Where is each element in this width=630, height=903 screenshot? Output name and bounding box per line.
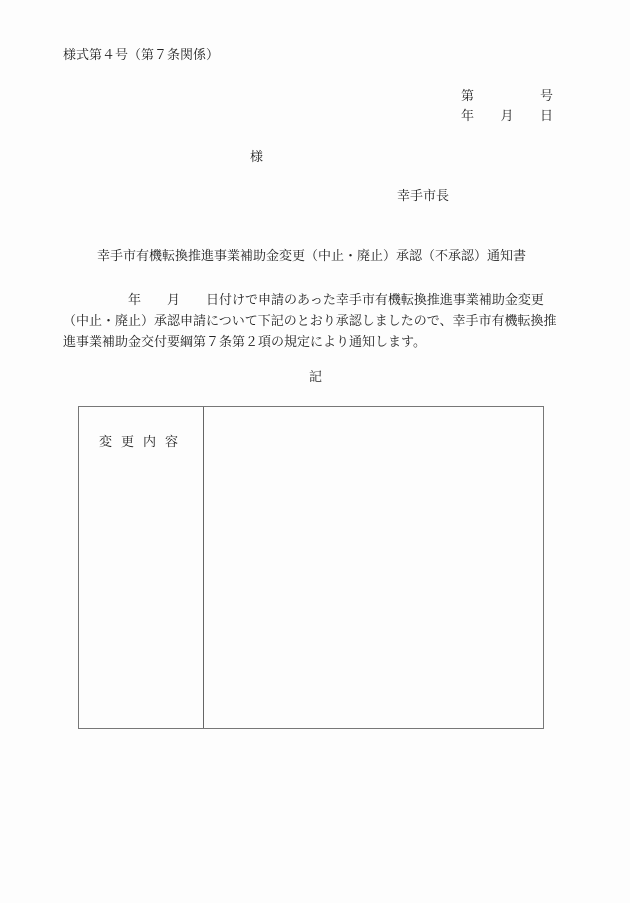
body-line-1: 年 月 日付けで申請のあった幸手市有機転換推進事業補助金変更 xyxy=(63,293,544,308)
body-line-2: （中止・廃止）承認申請について下記のとおり承認しましたので、幸手市有機転換推 xyxy=(63,314,557,329)
change-content-label: 変更内容 xyxy=(79,407,204,728)
body-line-3: 進事業補助金交付要綱第７条第２項の規定により通知します。 xyxy=(63,335,426,350)
ki-heading: 記 xyxy=(309,370,323,385)
body-text xyxy=(63,290,573,353)
date-year: 年 xyxy=(461,109,475,124)
addressee xyxy=(250,150,263,166)
change-details-table xyxy=(78,406,544,729)
date-month: 月 xyxy=(500,109,514,124)
document-title: 幸手市有機転換推進事業補助金変更（中止・廃止）承認（不承認）通知書 xyxy=(97,249,527,264)
document-number-prefix: 第 xyxy=(461,89,475,104)
change-content-value xyxy=(204,407,543,728)
document-number-suffix: 号 xyxy=(539,89,553,104)
issuer-name: 幸手市長 xyxy=(397,189,450,204)
form-number: 様式第４号（第７条関係） xyxy=(63,48,220,63)
date-day: 日 xyxy=(539,109,553,124)
document-date xyxy=(461,109,553,125)
document-number xyxy=(461,89,553,105)
addressee-honorific: 様 xyxy=(250,150,264,165)
